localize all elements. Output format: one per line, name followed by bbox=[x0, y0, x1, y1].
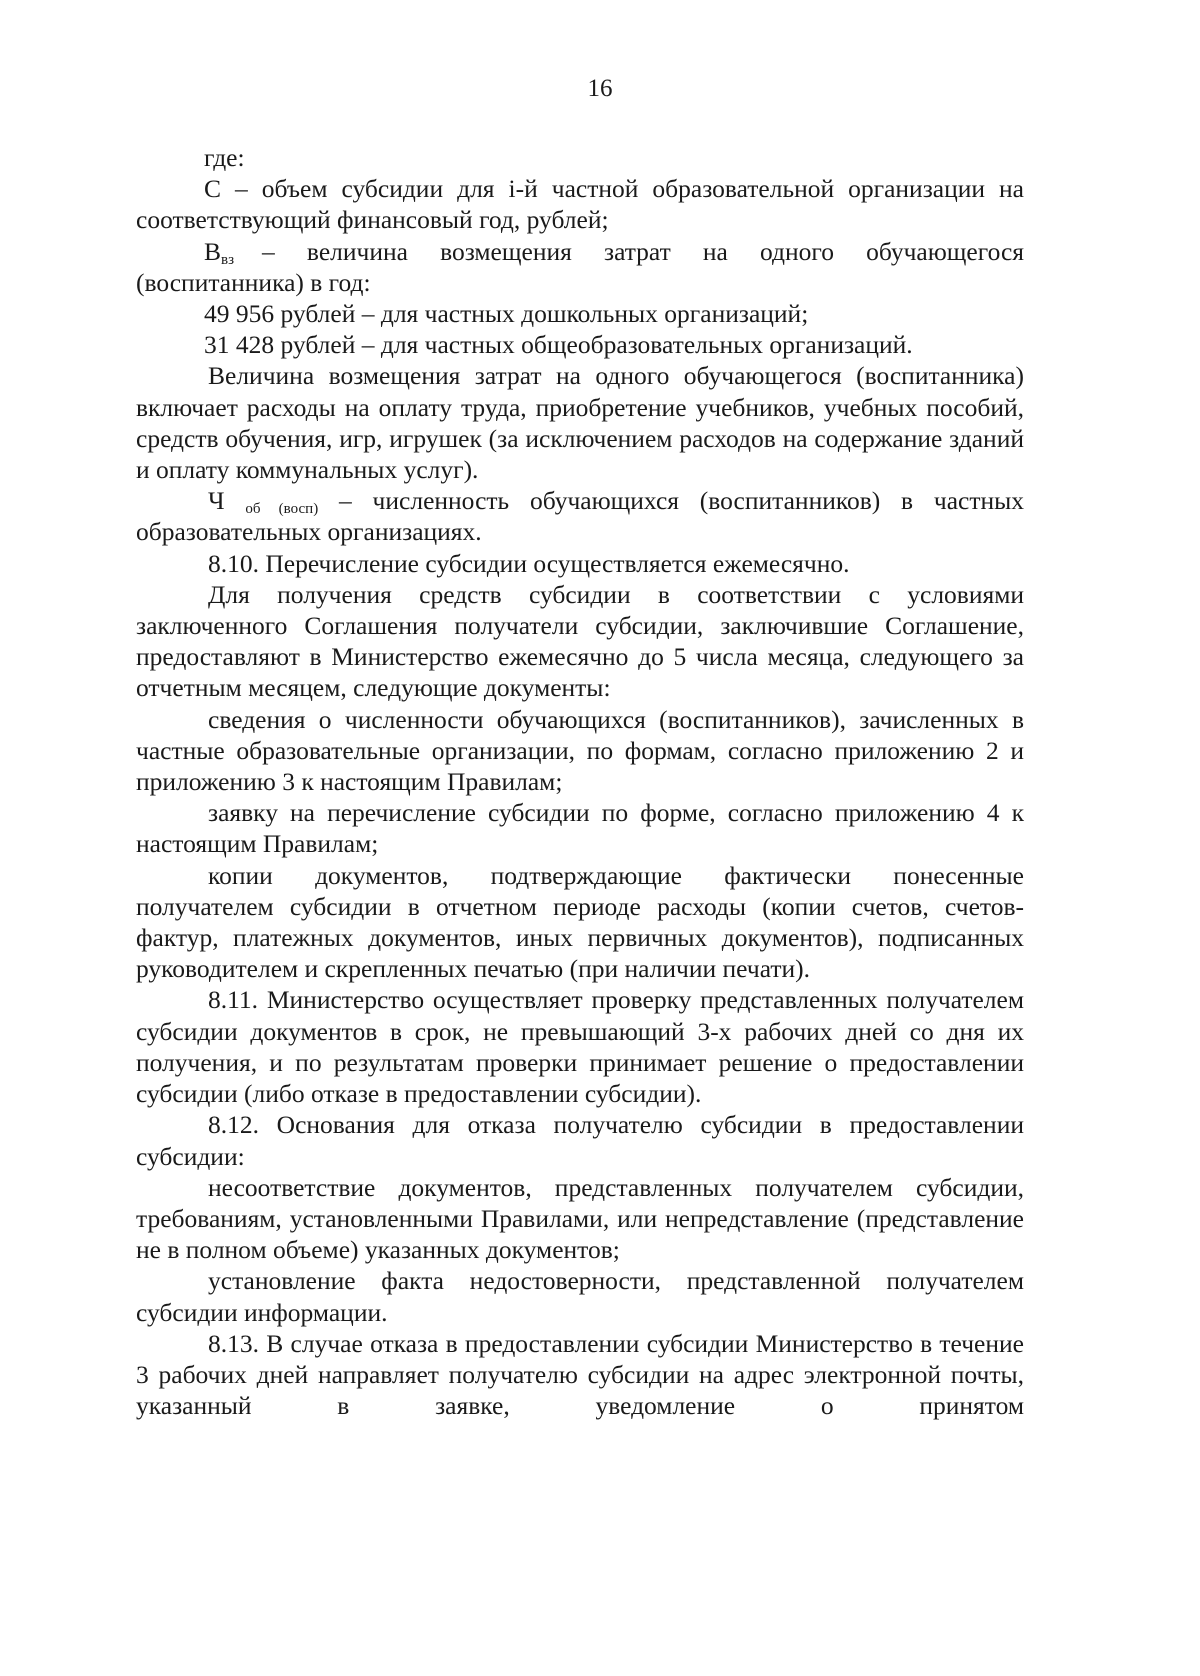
paragraph-8-12: 8.12. Основания для отказа получателю субсидии в предоставлении субсидии: bbox=[136, 1110, 1024, 1171]
symbol-b: В bbox=[204, 236, 222, 266]
paragraph-documents-intro: Для получения средств субсидии в соответствии с условиями заключенного Соглашения получатели субсидии, заключившие Соглашение, предоставляют в Министерство ежемесячно до 5 числа месяца, следующего за отчетным месяцем, следующие документы: bbox=[136, 579, 1024, 703]
document-body bbox=[136, 142, 1024, 1421]
paragraph-ch-definition bbox=[136, 485, 1024, 547]
paragraph-document-copies: копии документов, подтверждающие фактически понесенные получателем субсидии в отчетном периоде расходы (копии счетов, счетов-фактур, платежных документов, иных первичных документов), подписанных руководителем и скрепленных печатью (при наличии печати). bbox=[136, 860, 1024, 984]
symbol-ch-subscript: об (восп) bbox=[245, 501, 319, 518]
symbol-ch: Ч bbox=[208, 486, 225, 516]
paragraph-general-amount: 31 428 рублей – для частных общеобразовательных организаций. bbox=[204, 330, 913, 360]
paragraph-cost-composition: Величина возмещения затрат на одного обучающегося (воспитанника) включает расходы на оплату труда, приобретение учебников, учебных пособий, средств обучения, игр, игрушек (за исключением расходов на содержание зданий и оплату коммунальных услуг). bbox=[136, 361, 1024, 485]
paragraph-unreliable-info: установление факта недостоверности, представленной получателем субсидии информации. bbox=[136, 1266, 1024, 1327]
paragraph-8-13: 8.13. В случае отказа в предоставлении субсидии Министерство в течение 3 рабочих дней направляет получателю субсидии на адрес электронной почты, указанный в заявке, уведомление о принятом bbox=[136, 1328, 1024, 1421]
paragraph-bvz-text: – величина возмещения затрат на одного обучающегося (воспитанника) в год: bbox=[136, 236, 1024, 297]
paragraph-8-11: 8.11. Министерство осуществляет проверку представленных получателем субсидии документов в срок, не превышающий 3-х рабочих дней со дня их получения, и по результатам проверки принимает решение о предоставлении субсидии (либо отказе в предоставлении субсидии). bbox=[136, 985, 1024, 1109]
page-number: 16 bbox=[587, 75, 613, 102]
paragraph-preschool-amount: 49 956 рублей – для частных дошкольных организаций; bbox=[204, 299, 809, 329]
symbol-b-subscript: вз bbox=[221, 251, 235, 268]
paragraph-8-10: 8.10. Перечисление субсидии осуществляется ежемесячно. bbox=[208, 548, 850, 578]
paragraph-bvz-definition bbox=[136, 236, 1024, 298]
paragraph-ch-text: – численность обучающихся (воспитанников) в частных образовательных организациях. bbox=[136, 486, 1024, 547]
paragraph-c-definition: С – объем субсидии для i-й частной образовательной организации на соответствующий финансовый год, рублей; bbox=[136, 174, 1024, 235]
paragraph-mismatch: несоответствие документов, представленных получателем субсидии, требованиям, установленными Правилами, или непредставление (представление не в полном объеме) указанных документов; bbox=[136, 1172, 1024, 1265]
paragraph-where: где: bbox=[204, 143, 245, 172]
paragraph-student-info: сведения о численности обучающихся (воспитанников), зачисленных в частные образовательные организации, по формам, согласно приложению 2 и приложению 3 к настоящим Правилам; bbox=[136, 704, 1024, 797]
paragraph-application: заявку на перечисление субсидии по форме, согласно приложению 4 к настоящим Правилам; bbox=[136, 798, 1024, 859]
